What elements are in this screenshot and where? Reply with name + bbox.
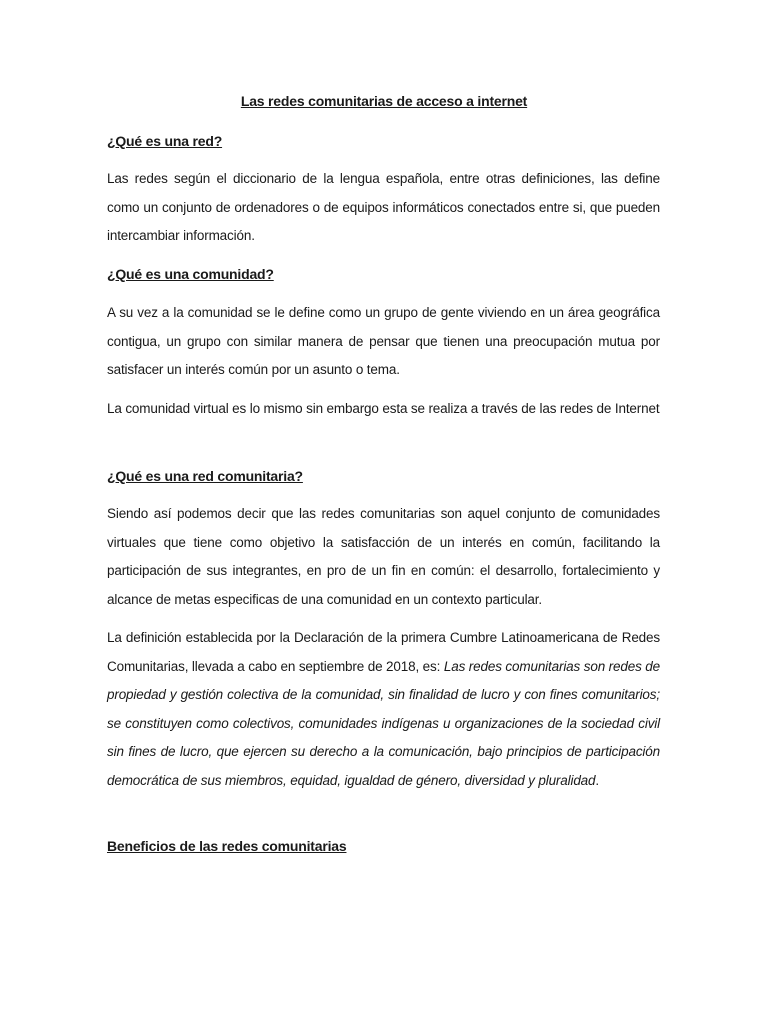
heading-que-es-una-comunidad: ¿Qué es una comunidad? [107, 266, 274, 282]
heading-que-es-una-red-comunitaria: ¿Qué es una red comunitaria? [107, 468, 303, 484]
paragraph-red-comunitaria: Siendo así podemos decir que las redes comunitarias son aquel conjunto de comunidades virtuales que tiene como objetivo la satisfacción de un interés en común, facilitando la participación de sus integrantes, en pro de un fin en común: el desarrollo, fortalecimiento y alcance de metas especificas de una comunidad en un contexto particular. [107, 506, 660, 607]
paragraph-definicion-comunidad: A su vez a la comunidad se le define como un grupo de gente viviendo en un área geográfica contigua, un grupo con similar manera de pensar que tienen una preocupación mutua por satisfacer un interés común por un asunto o tema. [107, 305, 660, 377]
document-title: Las redes comunitarias de acceso a internet [240, 93, 528, 109]
paragraph-declaracion-cumbre [107, 624, 660, 795]
declaracion-quote-text: Las redes comunitarias son redes de propiedad y gestión colectiva de la comunidad, sin finalidad de lucro y con fines comunitarios; se constituyen como colectivos, comunidades indígenas u organizaciones de la sociedad civil sin fines de lucro, que ejercen su derecho a la comunicación, bajo principios de participación democrática de sus miembros, equidad, igualdad de género, diversidad y pluralidad [107, 658, 661, 788]
paragraph-definicion-red: Las redes según el diccionario de la lengua española, entre otras definiciones, las define como un conjunto de ordenadores o de equipos informáticos conectados entre si, que pueden intercambiar información. [107, 171, 660, 243]
heading-que-es-una-red: ¿Qué es una red? [107, 133, 223, 149]
heading-beneficios: Beneficios de las redes comunitarias [107, 838, 347, 854]
paragraph-comunidad-virtual: La comunidad virtual es lo mismo sin embargo esta se realiza a través de las redes de Internet [107, 401, 660, 416]
declaracion-end-text: . [595, 772, 600, 788]
declaracion-intro-text: La definición establecida por la Declaración de la primera Cumbre Latinoamericana de Redes Comunitarias, llevada a cabo en septiembre de 2018, es: [107, 630, 660, 674]
